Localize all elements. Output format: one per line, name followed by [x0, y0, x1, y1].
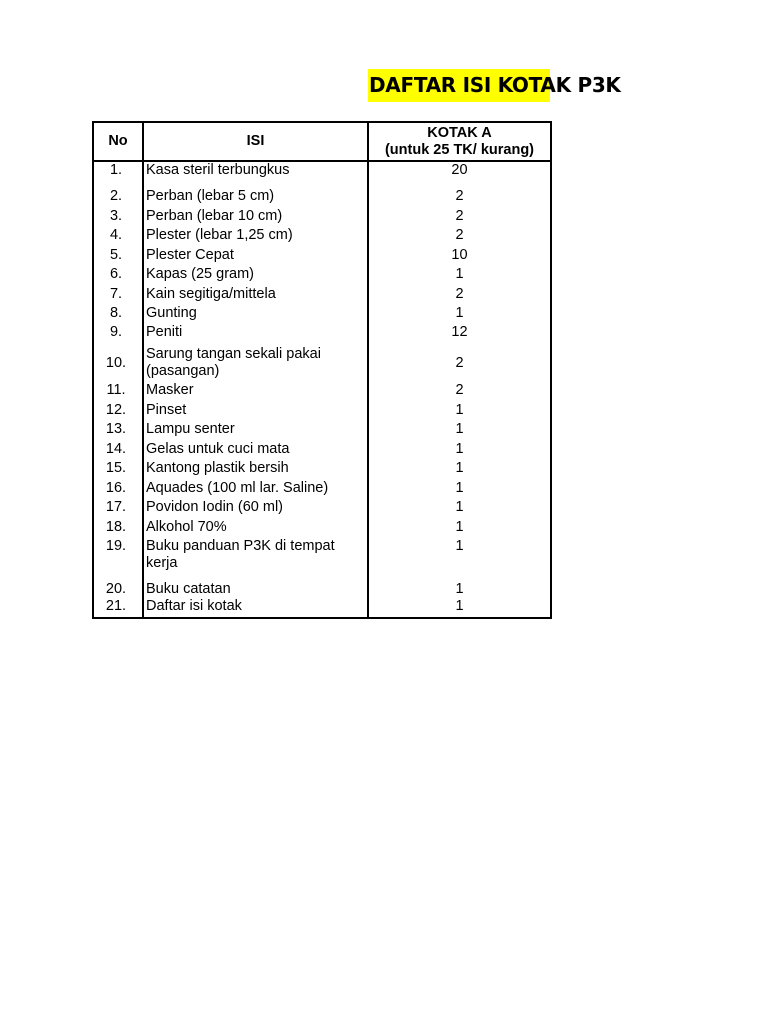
- cell-no: 10.: [93, 344, 143, 382]
- table-row: [93, 324, 551, 344]
- cell-isi: Peniti: [143, 324, 368, 344]
- cell-kotak-a-qty: 20: [368, 161, 551, 188]
- table-row: [93, 161, 551, 188]
- table-row: [93, 305, 551, 324]
- cell-kotak-a-qty: 2: [368, 227, 551, 247]
- table-row: [93, 208, 551, 227]
- cell-isi: Gunting: [143, 305, 368, 324]
- cell-no: 19.: [93, 538, 143, 578]
- header-no: No: [93, 122, 143, 161]
- table-row: [93, 421, 551, 441]
- table-row: [93, 382, 551, 402]
- table-row: [93, 441, 551, 460]
- cell-no: 17.: [93, 499, 143, 519]
- cell-kotak-a-qty: 1: [368, 305, 551, 324]
- cell-isi: Plester Cepat: [143, 247, 368, 266]
- cell-kotak-a-qty: 1: [368, 266, 551, 286]
- header-kotak-a: [368, 122, 551, 161]
- cell-no: 7.: [93, 286, 143, 305]
- cell-no: 11.: [93, 382, 143, 402]
- table-row: [93, 266, 551, 286]
- table-row: [93, 188, 551, 208]
- cell-isi: Gelas untuk cuci mata: [143, 441, 368, 460]
- title-highlight: [368, 69, 621, 102]
- cell-kotak-a-qty: 1: [368, 421, 551, 441]
- table-row: [93, 480, 551, 499]
- table-row: [93, 286, 551, 305]
- cell-kotak-a-qty: 1: [368, 441, 551, 460]
- cell-no: 2.: [93, 188, 143, 208]
- cell-no: 20.: [93, 578, 143, 598]
- cell-isi: Perban (lebar 10 cm): [143, 208, 368, 227]
- cell-isi: Kantong plastik bersih: [143, 460, 368, 480]
- table-row: [93, 519, 551, 538]
- cell-no: 4.: [93, 227, 143, 247]
- cell-isi: Sarung tangan sekali pakai (pasangan): [143, 344, 368, 382]
- document-title: DAFTAR ISI KOTAK P3K: [369, 73, 621, 97]
- cell-isi: Alkohol 70%: [143, 519, 368, 538]
- cell-kotak-a-qty: 1: [368, 538, 551, 578]
- cell-kotak-a-qty: 1: [368, 499, 551, 519]
- cell-kotak-a-qty: 1: [368, 578, 551, 598]
- cell-kotak-a-qty: 2: [368, 382, 551, 402]
- table-row: [93, 460, 551, 480]
- cell-kotak-a-qty: 2: [368, 188, 551, 208]
- cell-no: 9.: [93, 324, 143, 344]
- header-isi: ISI: [143, 122, 368, 161]
- cell-isi: Kain segitiga/mittela: [143, 286, 368, 305]
- cell-isi: Buku panduan P3K di tempat kerja: [143, 538, 368, 578]
- cell-isi: Kapas (25 gram): [143, 266, 368, 286]
- cell-no: 16.: [93, 480, 143, 499]
- header-kotak-a-label: KOTAK A: [427, 124, 492, 141]
- cell-kotak-a-qty: 2: [368, 208, 551, 227]
- cell-kotak-a-qty: 1: [368, 519, 551, 538]
- cell-kotak-a-qty: 12: [368, 324, 551, 344]
- cell-no: 18.: [93, 519, 143, 538]
- cell-isi: Daftar isi kotak: [143, 598, 368, 618]
- cell-kotak-a-qty: 1: [368, 480, 551, 499]
- cell-no: 14.: [93, 441, 143, 460]
- table-header-row: [93, 122, 551, 161]
- cell-no: 12.: [93, 402, 143, 421]
- cell-isi: Perban (lebar 5 cm): [143, 188, 368, 208]
- table-row: [93, 344, 551, 382]
- first-aid-contents-table: [92, 121, 552, 619]
- table-row: [93, 402, 551, 421]
- cell-no: 15.: [93, 460, 143, 480]
- table-row: [93, 499, 551, 519]
- cell-no: 1.: [93, 161, 143, 188]
- cell-kotak-a-qty: 2: [368, 344, 551, 382]
- table-row: [93, 227, 551, 247]
- cell-no: 8.: [93, 305, 143, 324]
- table-row: [93, 538, 551, 578]
- cell-kotak-a-qty: 2: [368, 286, 551, 305]
- cell-isi: Lampu senter: [143, 421, 368, 441]
- cell-no: 5.: [93, 247, 143, 266]
- cell-isi: Buku catatan: [143, 578, 368, 598]
- table-body: [93, 161, 551, 618]
- cell-isi: Plester (lebar 1,25 cm): [143, 227, 368, 247]
- cell-kotak-a-qty: 1: [368, 598, 551, 618]
- cell-no: 6.: [93, 266, 143, 286]
- cell-kotak-a-qty: 10: [368, 247, 551, 266]
- cell-no: 3.: [93, 208, 143, 227]
- cell-no: 21.: [93, 598, 143, 618]
- cell-isi: Masker: [143, 382, 368, 402]
- table-row: [93, 598, 551, 618]
- cell-isi: Kasa steril terbungkus: [143, 161, 368, 188]
- cell-isi: Pinset: [143, 402, 368, 421]
- cell-no: 13.: [93, 421, 143, 441]
- table-row: [93, 578, 551, 598]
- header-kotak-a-capacity: (untuk 25 TK/ kurang): [384, 141, 535, 158]
- cell-kotak-a-qty: 1: [368, 402, 551, 421]
- cell-isi: Povidon Iodin (60 ml): [143, 499, 368, 519]
- cell-kotak-a-qty: 1: [368, 460, 551, 480]
- cell-isi: Aquades (100 ml lar. Saline): [143, 480, 368, 499]
- table-row: [93, 247, 551, 266]
